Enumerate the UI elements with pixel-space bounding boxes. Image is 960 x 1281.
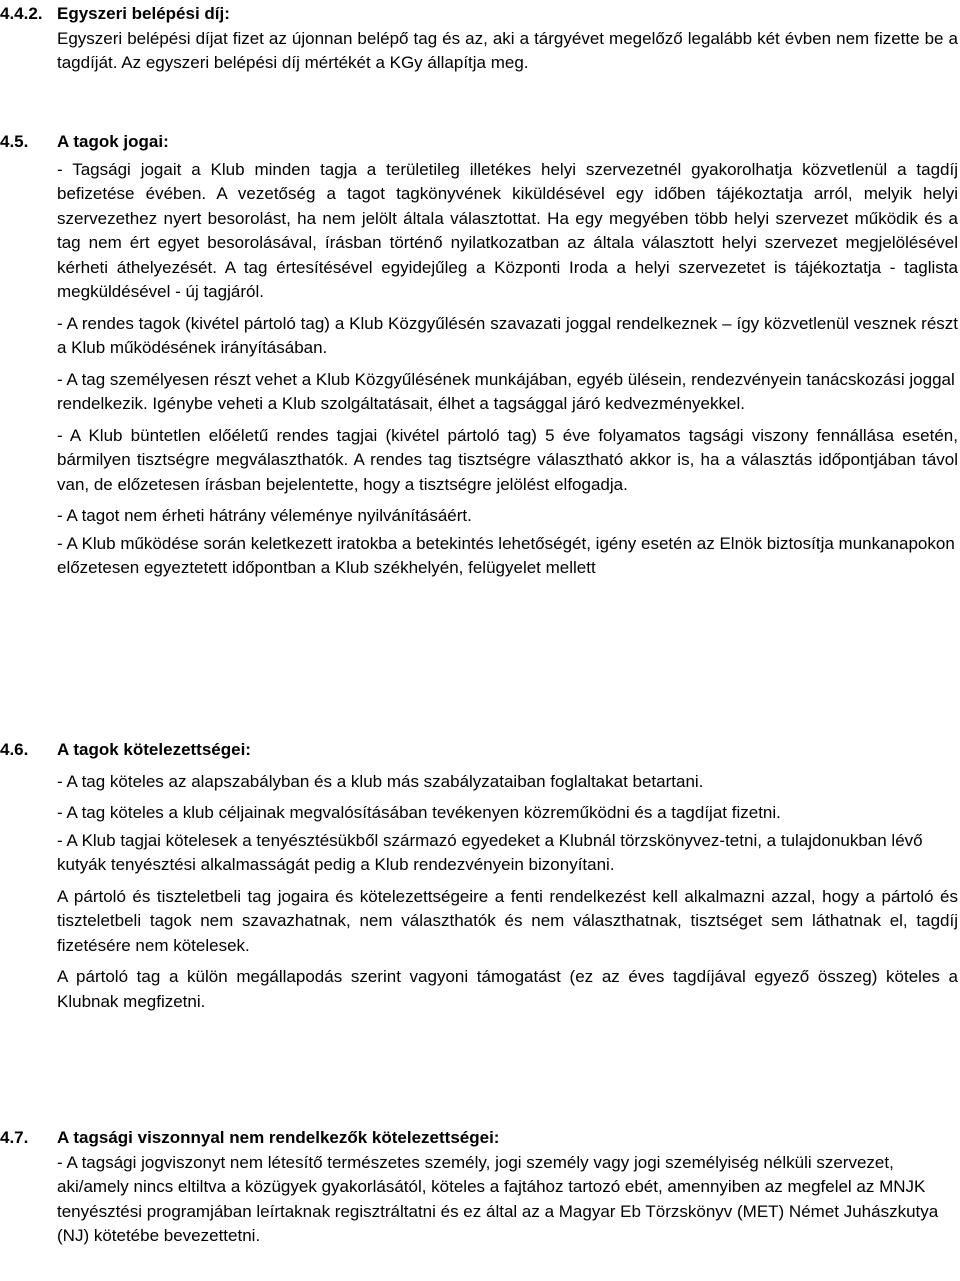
section-title: Egyszeri belépési díj: xyxy=(57,4,230,23)
section-number: 4.6. xyxy=(0,740,29,759)
paragraph: Egyszeri belépési díjat fizet az újonnan belépő tag és az, aki a tárgyévet megelőző legalább két évben nem fizette be a tagdíját. Az egyszeri belépési díj mértékét a KGy állapítja meg. xyxy=(57,28,958,72)
section-number: 4.5. xyxy=(0,132,29,151)
paragraph: - A rendes tagok (kivétel pártoló tag) a Klub Közgyűlésén szavazati joggal rendelkeznek – így közvetlenül vesznek részt a Klub működésének irányításában. xyxy=(57,313,958,357)
paragraph: - A tag köteles a klub céljainak megvalósításában tevékenyen közreműködni és a tagdíjat fizetni. xyxy=(57,803,781,822)
paragraph: - A tagot nem érheti hátrány véleménye nyilvánításáért. xyxy=(57,506,472,525)
section-title: A tagok jogai: xyxy=(57,132,169,151)
section-title: A tagok kötelezettségei: xyxy=(57,740,251,759)
section-number: 4.4.2. xyxy=(0,4,43,23)
section-4-7 xyxy=(0,1126,960,1249)
paragraph: - A Klub tagjai kötelesek a tenyésztésükből származó egyedeket a Klubnál törzskönyvez-tetni, a tulajdonukban lévő kutyák tenyésztési alkalmasságát pedig a Klub rendezvényein bizonyítani. xyxy=(57,830,923,874)
section-heading xyxy=(0,2,960,27)
paragraph: A pártoló és tiszteletbeli tag jogaira és kötelezettségeire a fenti rendelkezést kell alkalmazni azzal, hogy a pártoló és tiszteletbeli tagok nem szavazhatnak, nem választhatók és nem választhatnak, tisztséget sem láthatnak el, tagdíj fizetésére nem kötelesek. xyxy=(57,886,958,955)
paragraph: - A Klub működése során keletkezett iratokba a betekintés lehetőségét, igény esetén az Elnök biztosítja munkanapokon előzetesen egyeztetett időpontban a Klub székhelyén, felügyelet mellett xyxy=(57,533,955,577)
section-title: A tagsági viszonnyal nem rendelkezők kötelezettségei: xyxy=(57,1128,500,1147)
paragraph: - Tagsági jogait a Klub minden tagja a területileg illetékes helyi szervezetnél gyakorolhatja közvetlenül a tagdíj befizetése évében. A vezetőség a tagot tagkönyvének kiküldésével egy időben tájékoztatja arról, melyik helyi szervezethez nyert besorolást, ha nem jelölt általa választottat. Ha egy megyében több helyi szervezet működik és a tag nem ért egyet besorolásával, írásban történő nyilatkozatban az általa választott helyi szervezet megjelölésével kérheti áthelyezését. A tag értesítésével egyidejűleg a Központi Iroda a helyi szervezetet is tájékoztatja - taglista megküldésével - új tagjáról. xyxy=(57,159,958,301)
section-4-5 xyxy=(0,130,960,581)
section-heading xyxy=(0,738,960,763)
paragraph: - A Klub büntetlen előéletű rendes tagjai (kivétel pártoló tag) 5 éve folyamatos tagsági viszony fennállása esetén, bármilyen tisztségre megválaszthatók. A rendes tag tisztségre választható akkor is, ha a választás időpontjában távol van, de előzetesen írásban bejelentette, hogy a tisztségre jelölést elfogadja. xyxy=(57,425,958,494)
paragraph: A pártoló tag a külön megállapodás szerint vagyoni támogatást (ez az éves tagdíjával egyező összeg) köteles a Klubnak megfizetni. xyxy=(57,967,958,1011)
paragraph: - A tag személyesen részt vehet a Klub Közgyűlésének munkájában, egyéb ülésein, rendezvényein tanácskozási joggal rendelkezik. Igénybe veheti a Klub szolgáltatásait, élhet a tagsággal járó kedvezményekkel. xyxy=(57,369,955,413)
section-heading xyxy=(0,1126,960,1151)
paragraph: - A tag köteles az alapszabályban és a klub más szabályzataiban foglaltakat betartani. xyxy=(57,771,704,791)
section-number: 4.7. xyxy=(0,1128,29,1147)
section-4-4-2 xyxy=(0,2,960,76)
section-heading xyxy=(0,130,960,155)
section-4-6 xyxy=(0,738,960,1014)
paragraph: - A tagsági jogviszonyt nem létesítő természetes személy, jogi személy vagy jogi személyiség nélküli szervezet, aki/amely nincs eltiltva a közügyek gyakorlásától, köteles a fajtához tartozó ebét, amennyiben az megfelel az MNJK tenyésztési programjában leírtaknak regisztráltatni és ez által az a Magyar Eb Törzskönyv (MET) Német Juhászkutya (NJ) kötetébe bevezettetni. xyxy=(57,1152,939,1245)
